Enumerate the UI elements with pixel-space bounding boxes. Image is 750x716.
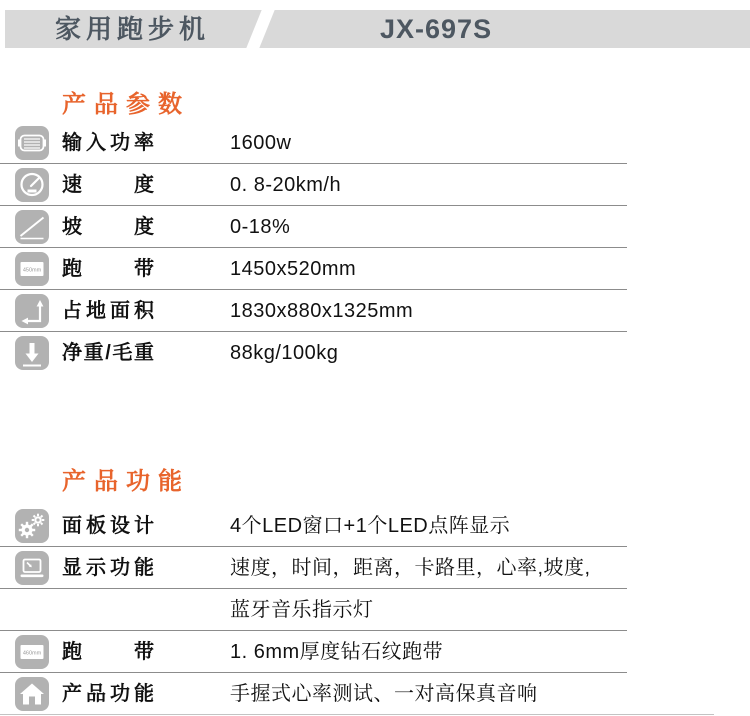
spec-label: 速度 — [62, 174, 154, 196]
home-icon — [15, 677, 49, 711]
belt-size-text: 450mm — [22, 267, 42, 274]
spec-value: 1600w — [230, 132, 292, 154]
spec-value: 88kg/100kg — [230, 342, 339, 364]
spec-row-incline — [0, 206, 750, 248]
section-title-features: 产品功能 — [62, 468, 190, 495]
spec-row-panel-design — [0, 505, 750, 547]
features-table — [0, 505, 750, 715]
section-title-params: 产品参数 — [62, 91, 190, 118]
spec-row-footprint — [0, 290, 750, 332]
spec-value: 蓝牙音乐指示灯 — [230, 599, 374, 621]
spec-value: 4个LED窗口+1个LED点阵显示 — [230, 515, 511, 537]
belt-icon — [15, 635, 49, 669]
spec-value: 1830x880x1325mm — [230, 300, 414, 322]
header-band — [5, 10, 750, 48]
dimensions-icon — [15, 294, 49, 328]
spec-label: 净重/毛重 — [62, 342, 154, 364]
spec-row-speed — [0, 164, 750, 206]
spec-row-belt — [0, 248, 750, 290]
spec-value: 速度，时间，距离，卡路里，心率,坡度, — [230, 557, 591, 579]
belt-size-text: 460mm — [22, 650, 42, 657]
spec-label: 占地面积 — [62, 300, 154, 322]
spec-row-product-function — [0, 673, 750, 715]
spec-value: 1450x520mm — [230, 258, 357, 280]
header-diagonal-divider — [245, 10, 277, 48]
weight-icon — [15, 336, 49, 370]
gears-icon — [15, 509, 49, 543]
spec-label: 输入功率 — [62, 132, 154, 154]
product-category: 家用跑步机 — [55, 14, 211, 44]
spec-value: 手握式心率测试、一对高保真音响 — [230, 683, 538, 705]
display-icon — [15, 551, 49, 585]
spec-row-display — [0, 547, 750, 589]
incline-icon — [15, 210, 49, 244]
spec-value: 1. 6mm厚度钻石纹跑带 — [230, 641, 444, 663]
spec-row-belt-feature — [0, 631, 750, 673]
motor-icon — [15, 126, 49, 160]
spec-label: 面板设计 — [62, 515, 154, 537]
spec-label: 坡度 — [62, 216, 154, 238]
spec-label: 产品功能 — [62, 683, 154, 705]
spec-value: 0-18% — [230, 216, 291, 238]
params-table — [0, 122, 750, 374]
belt-icon — [15, 252, 49, 286]
product-model: JX-697S — [380, 14, 493, 44]
spec-value: 0. 8-20km/h — [230, 174, 342, 196]
spec-row-input-power — [0, 122, 750, 164]
spec-row-weight — [0, 332, 750, 374]
spec-label: 显示功能 — [62, 557, 154, 579]
spec-row-display-continued — [0, 589, 750, 631]
speedometer-icon — [15, 168, 49, 202]
spec-label: 跑带 — [62, 641, 154, 663]
spec-label: 跑带 — [62, 258, 154, 280]
